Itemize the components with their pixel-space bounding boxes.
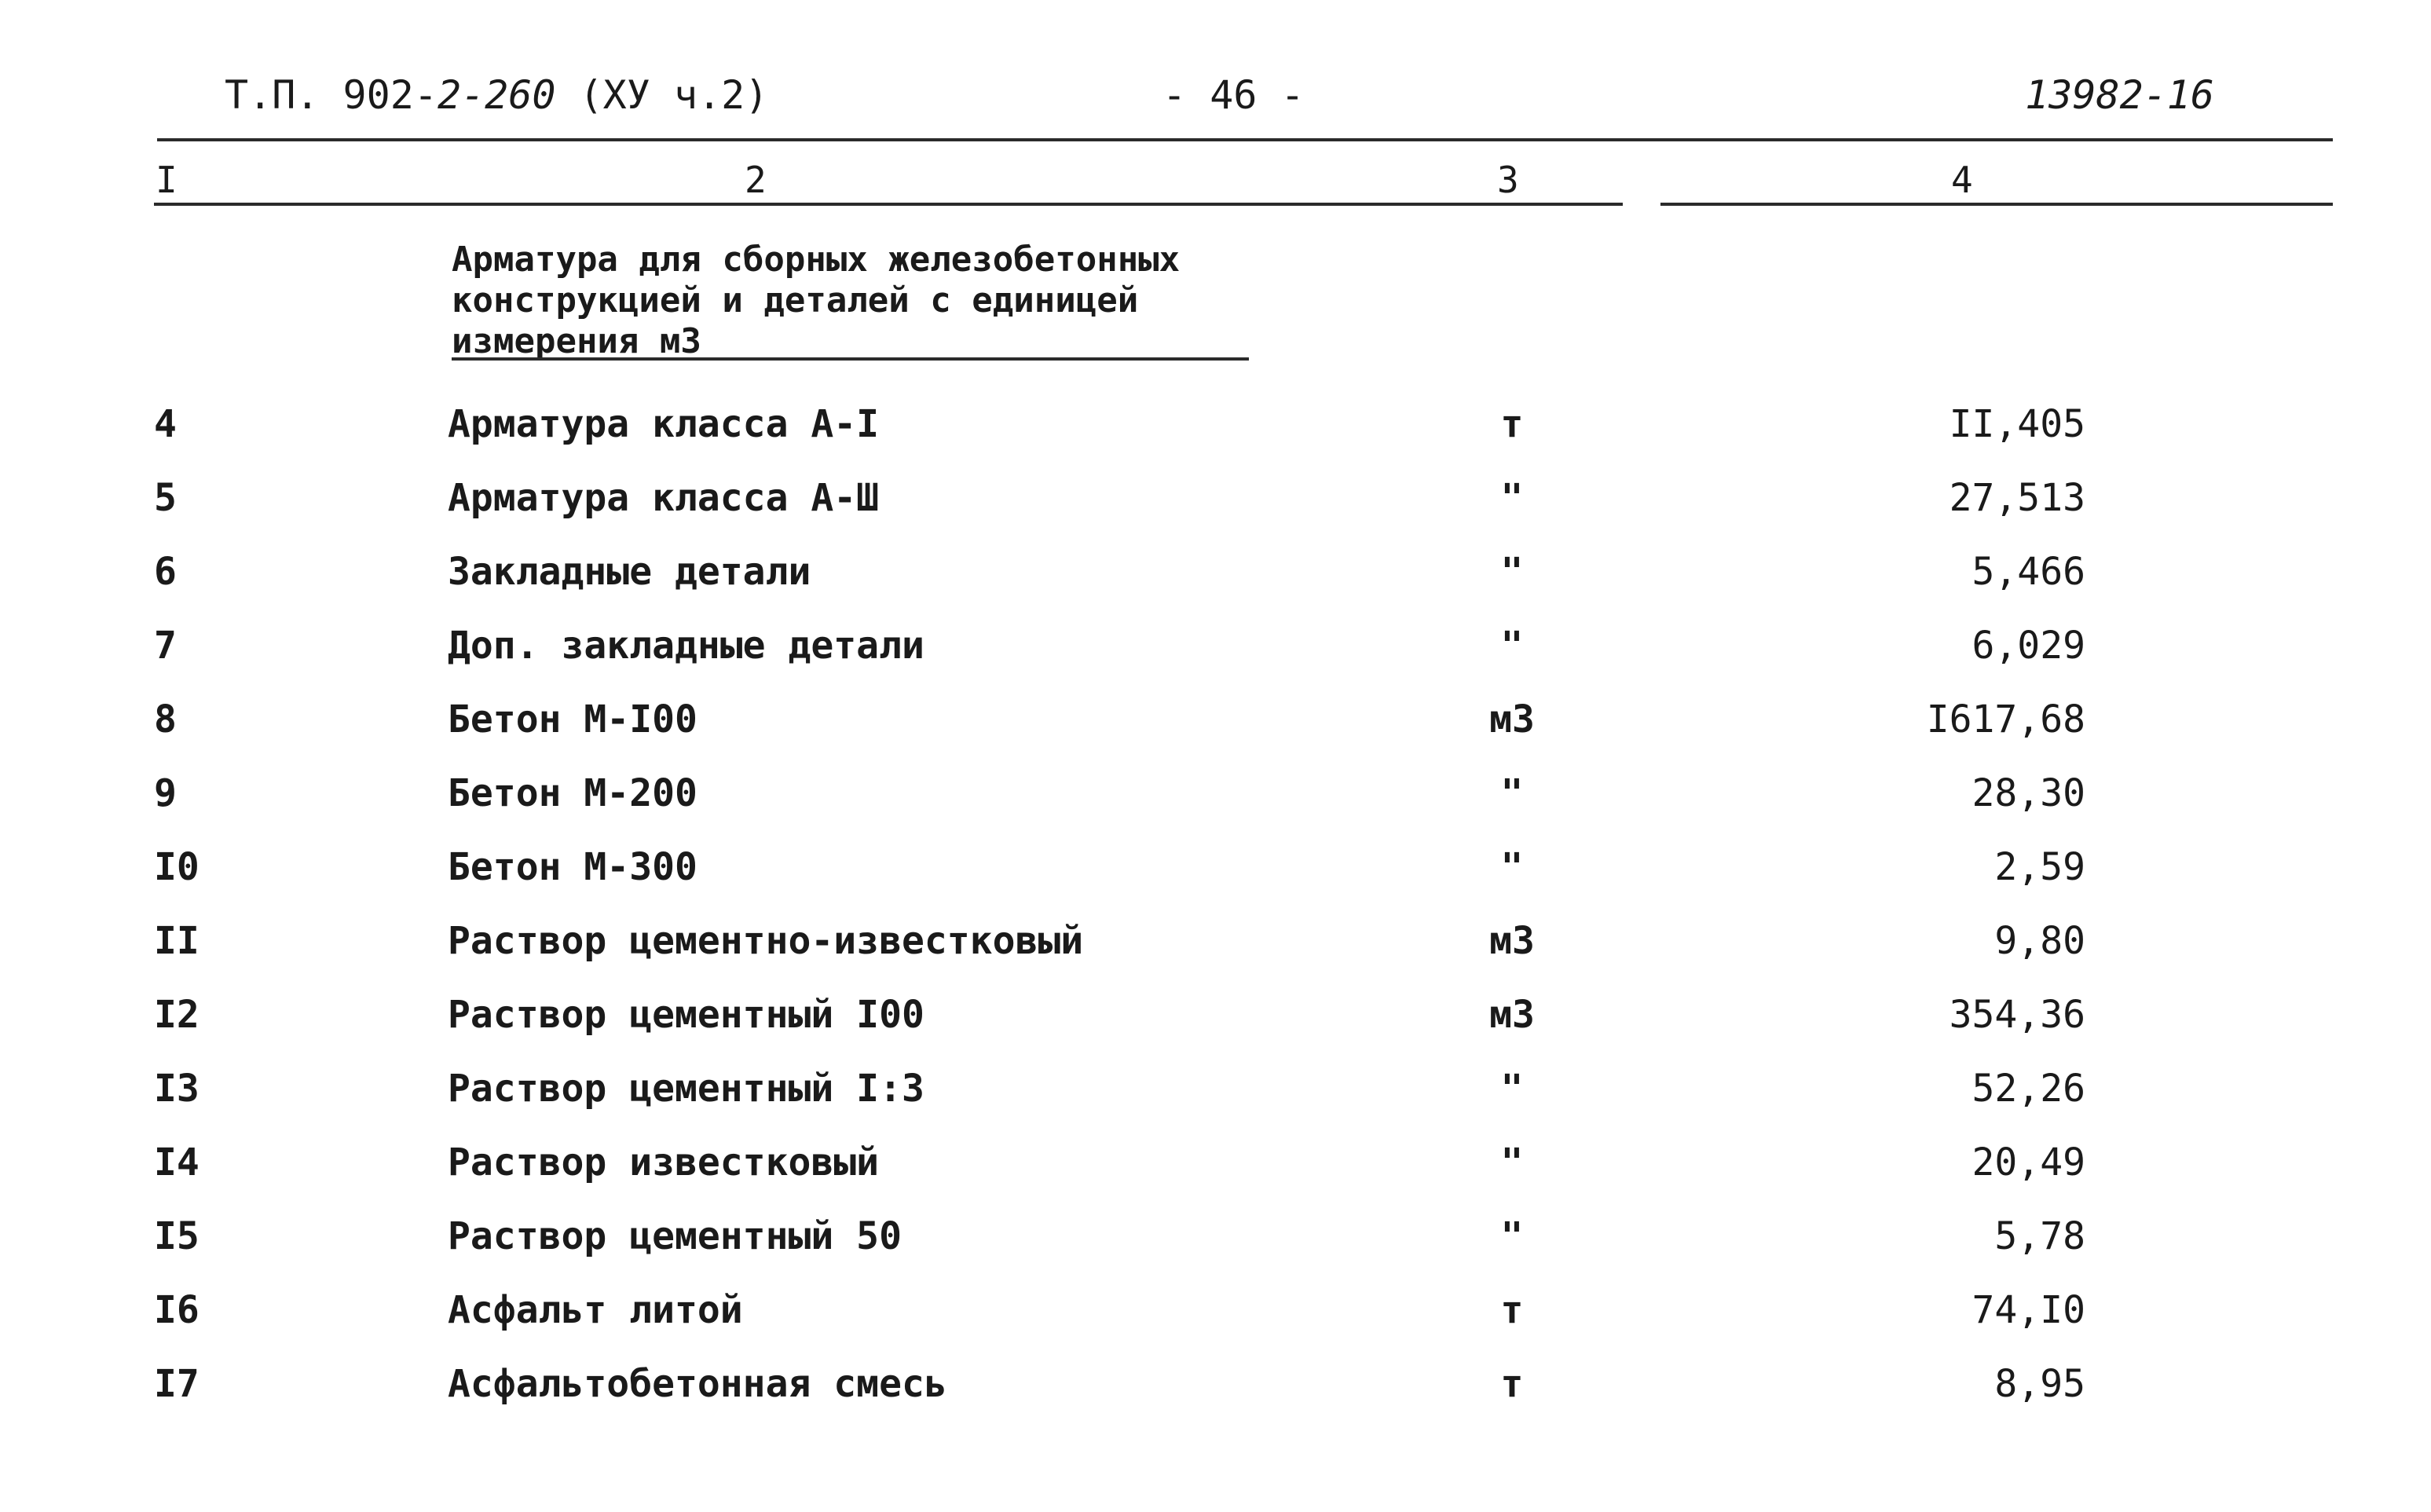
table-row (0, 993, 2431, 1048)
row-number: 9 (154, 771, 177, 815)
row-number: 6 (154, 550, 177, 594)
column-number-1: I (156, 159, 178, 201)
doc-prefix: Т.П. 902- (225, 72, 438, 118)
row-unit: т (1500, 1362, 1524, 1406)
row-number: 8 (154, 697, 177, 741)
row-number: I3 (154, 1067, 200, 1111)
table-row (0, 624, 2431, 679)
table-row (0, 1067, 2431, 1122)
section-title-underline (452, 357, 1249, 361)
row-name: Раствор цементный 50 (448, 1214, 902, 1258)
row-name: Бетон М-200 (448, 771, 697, 815)
table-row (0, 845, 2431, 900)
row-name: Бетон М-I00 (448, 697, 697, 741)
table-row (0, 550, 2431, 605)
row-value: 2,59 (1994, 845, 2085, 889)
row-name: Асфальт литой (448, 1288, 743, 1332)
row-unit: " (1500, 1140, 1524, 1184)
row-value: 5,466 (1972, 550, 2085, 594)
row-name: Бетон М-300 (448, 845, 697, 889)
row-value: 9,80 (1994, 919, 2085, 963)
row-value: 28,30 (1972, 771, 2085, 815)
row-value: I617,68 (1926, 697, 2085, 741)
row-value: 74,I0 (1972, 1288, 2085, 1332)
row-unit: " (1500, 1067, 1524, 1111)
row-number: I6 (154, 1288, 200, 1332)
row-name: Арматура класса А-I (448, 402, 880, 446)
table-row (0, 771, 2431, 826)
row-number: I5 (154, 1214, 200, 1258)
row-unit: " (1500, 550, 1524, 594)
row-name: Раствор известковый (448, 1140, 880, 1184)
column-number-4: 4 (1951, 159, 1973, 201)
row-name: Раствор цементный I:3 (448, 1067, 924, 1111)
header-rule (157, 138, 2333, 141)
row-name: Асфальтобетонная смесь (448, 1362, 947, 1406)
row-value: 5,78 (1994, 1214, 2085, 1258)
row-unit: " (1500, 845, 1524, 889)
table-row (0, 1362, 2431, 1417)
section-title-line-1: Арматура для сборных железобетонных (452, 240, 1181, 280)
document-code: 13982-16 (2025, 72, 2214, 118)
row-number: 7 (154, 624, 177, 668)
doc-series: 2-260 (437, 72, 556, 118)
row-number: 4 (154, 402, 177, 446)
row-value: 20,49 (1972, 1140, 2085, 1184)
row-name: Раствор цементный I00 (448, 993, 924, 1037)
row-unit: " (1500, 771, 1524, 815)
table-row (0, 476, 2431, 531)
page-number: - 46 - (1162, 72, 1305, 118)
row-unit: " (1500, 476, 1524, 520)
column-number-3: 3 (1497, 159, 1519, 201)
section-title (452, 240, 1269, 362)
row-name: Доп. закладные детали (448, 624, 924, 668)
row-number: I0 (154, 845, 200, 889)
row-name: Арматура класса А-Ш (448, 476, 880, 520)
row-number: I7 (154, 1362, 200, 1406)
table-row (0, 919, 2431, 974)
row-unit: " (1500, 1214, 1524, 1258)
row-value: 8,95 (1994, 1362, 2085, 1406)
row-value: 52,26 (1972, 1067, 2085, 1111)
row-unit: т (1500, 402, 1524, 446)
row-number: II (154, 919, 200, 963)
row-value: 6,029 (1972, 624, 2085, 668)
row-unit: м3 (1489, 919, 1535, 963)
section-title-line-3: измерения м3 (452, 321, 701, 361)
row-unit: м3 (1489, 697, 1535, 741)
row-value: 27,513 (1949, 476, 2085, 520)
row-unit: м3 (1489, 993, 1535, 1037)
table-row (0, 1140, 2431, 1195)
column-number-2: 2 (745, 159, 767, 201)
row-unit: т (1500, 1288, 1524, 1332)
column-header-rule-left (154, 203, 1623, 206)
row-value: 354,36 (1949, 993, 2085, 1037)
row-number: I2 (154, 993, 200, 1037)
table-row (0, 697, 2431, 752)
section-title-line-2: конструкцией и деталей с единицей (452, 280, 1139, 320)
row-value: II,405 (1949, 402, 2085, 446)
row-name: Закладные детали (448, 550, 811, 594)
table-row (0, 1288, 2431, 1343)
column-header-rule-right (1660, 203, 2333, 206)
table-row (0, 402, 2431, 457)
row-number: 5 (154, 476, 177, 520)
row-name: Раствор цементно-известковый (448, 919, 1084, 963)
table-row (0, 1214, 2431, 1269)
row-number: I4 (154, 1140, 200, 1184)
document-designation (225, 72, 768, 118)
row-unit: " (1500, 624, 1524, 668)
doc-suffix: (ХУ ч.2) (555, 72, 769, 118)
